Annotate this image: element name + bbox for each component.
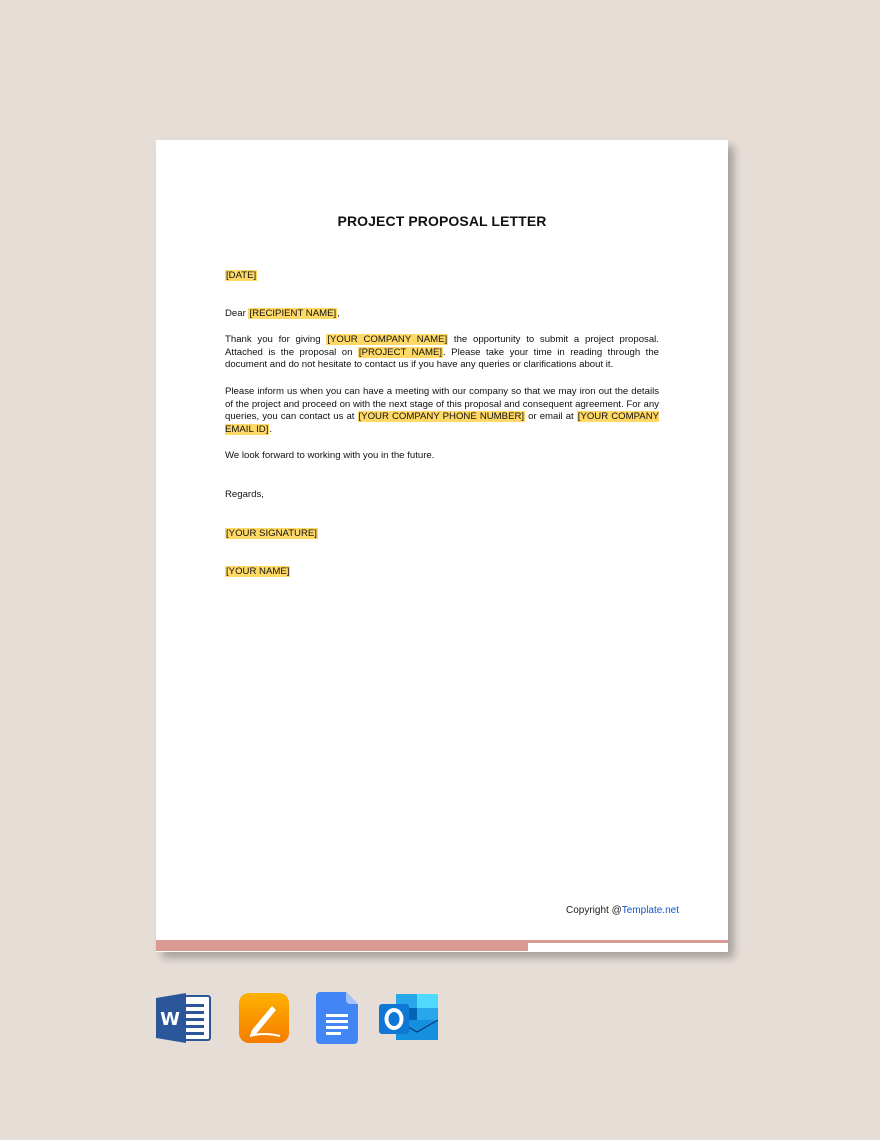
pages-icon[interactable]: [238, 992, 290, 1044]
recipient-placeholder: [RECIPIENT NAME]: [249, 307, 337, 319]
template-net-link[interactable]: Template.net: [621, 905, 679, 916]
paragraph-1: [225, 334, 659, 372]
document-page: [156, 140, 728, 952]
footer-bar-left: [156, 940, 528, 951]
para1-text-1: Thank you for giving: [225, 334, 327, 346]
email-placeholder: [YOUR COMPANY EMAIL ID]: [225, 411, 660, 435]
date-placeholder: [DATE]: [226, 270, 257, 281]
phone-placeholder: [YOUR COMPANY PHONE NUMBER]: [358, 411, 525, 423]
signature-line: [225, 528, 659, 541]
company-name-placeholder: [YOUR COMPANY NAME]: [327, 334, 448, 346]
salutation: [225, 308, 659, 321]
copyright-prefix: Copyright @: [566, 905, 622, 916]
paragraph-2: [225, 386, 659, 436]
closing-line: We look forward to working with you in the future.: [225, 450, 435, 462]
dear-suffix: ,: [337, 307, 340, 319]
signature-placeholder: [YOUR SIGNATURE]: [226, 527, 317, 539]
name-line: [225, 566, 659, 579]
dear-prefix: Dear: [225, 307, 249, 319]
letter-body: [225, 270, 659, 579]
para1-text-3: . Please take your time in reading through the document and do not hesitate to contact us if you have any queries or clarifications about it.: [225, 346, 660, 371]
para2-text-1: Please inform us when you can have a meeting with our company so that we may iron out the details of the project and proceed on with the next stage of this proposal and consequent agreement. For any queries, you can contact us at: [225, 385, 659, 423]
regards: Regards,: [225, 488, 264, 500]
document-title: PROJECT PROPOSAL LETTER: [337, 213, 547, 229]
google-docs-icon[interactable]: [316, 992, 360, 1044]
outlook-icon[interactable]: [378, 992, 440, 1044]
svg-text:W: W: [160, 1009, 180, 1030]
format-icons: [0, 992, 880, 1046]
footer-bar: [156, 940, 728, 952]
para1-text-2: the opportunity to submit a project proposal. Attached is the proposal on: [225, 334, 659, 358]
footer-bar-right: [528, 940, 728, 943]
word-icon[interactable]: [156, 992, 212, 1044]
your-name-placeholder: [YOUR NAME]: [226, 566, 290, 578]
para2-text-2: or email at: [525, 411, 577, 423]
project-name-placeholder: [PROJECT NAME]: [358, 346, 443, 358]
para2-text-3: .: [269, 423, 273, 435]
copyright: [566, 905, 679, 916]
date-line: [225, 270, 659, 283]
